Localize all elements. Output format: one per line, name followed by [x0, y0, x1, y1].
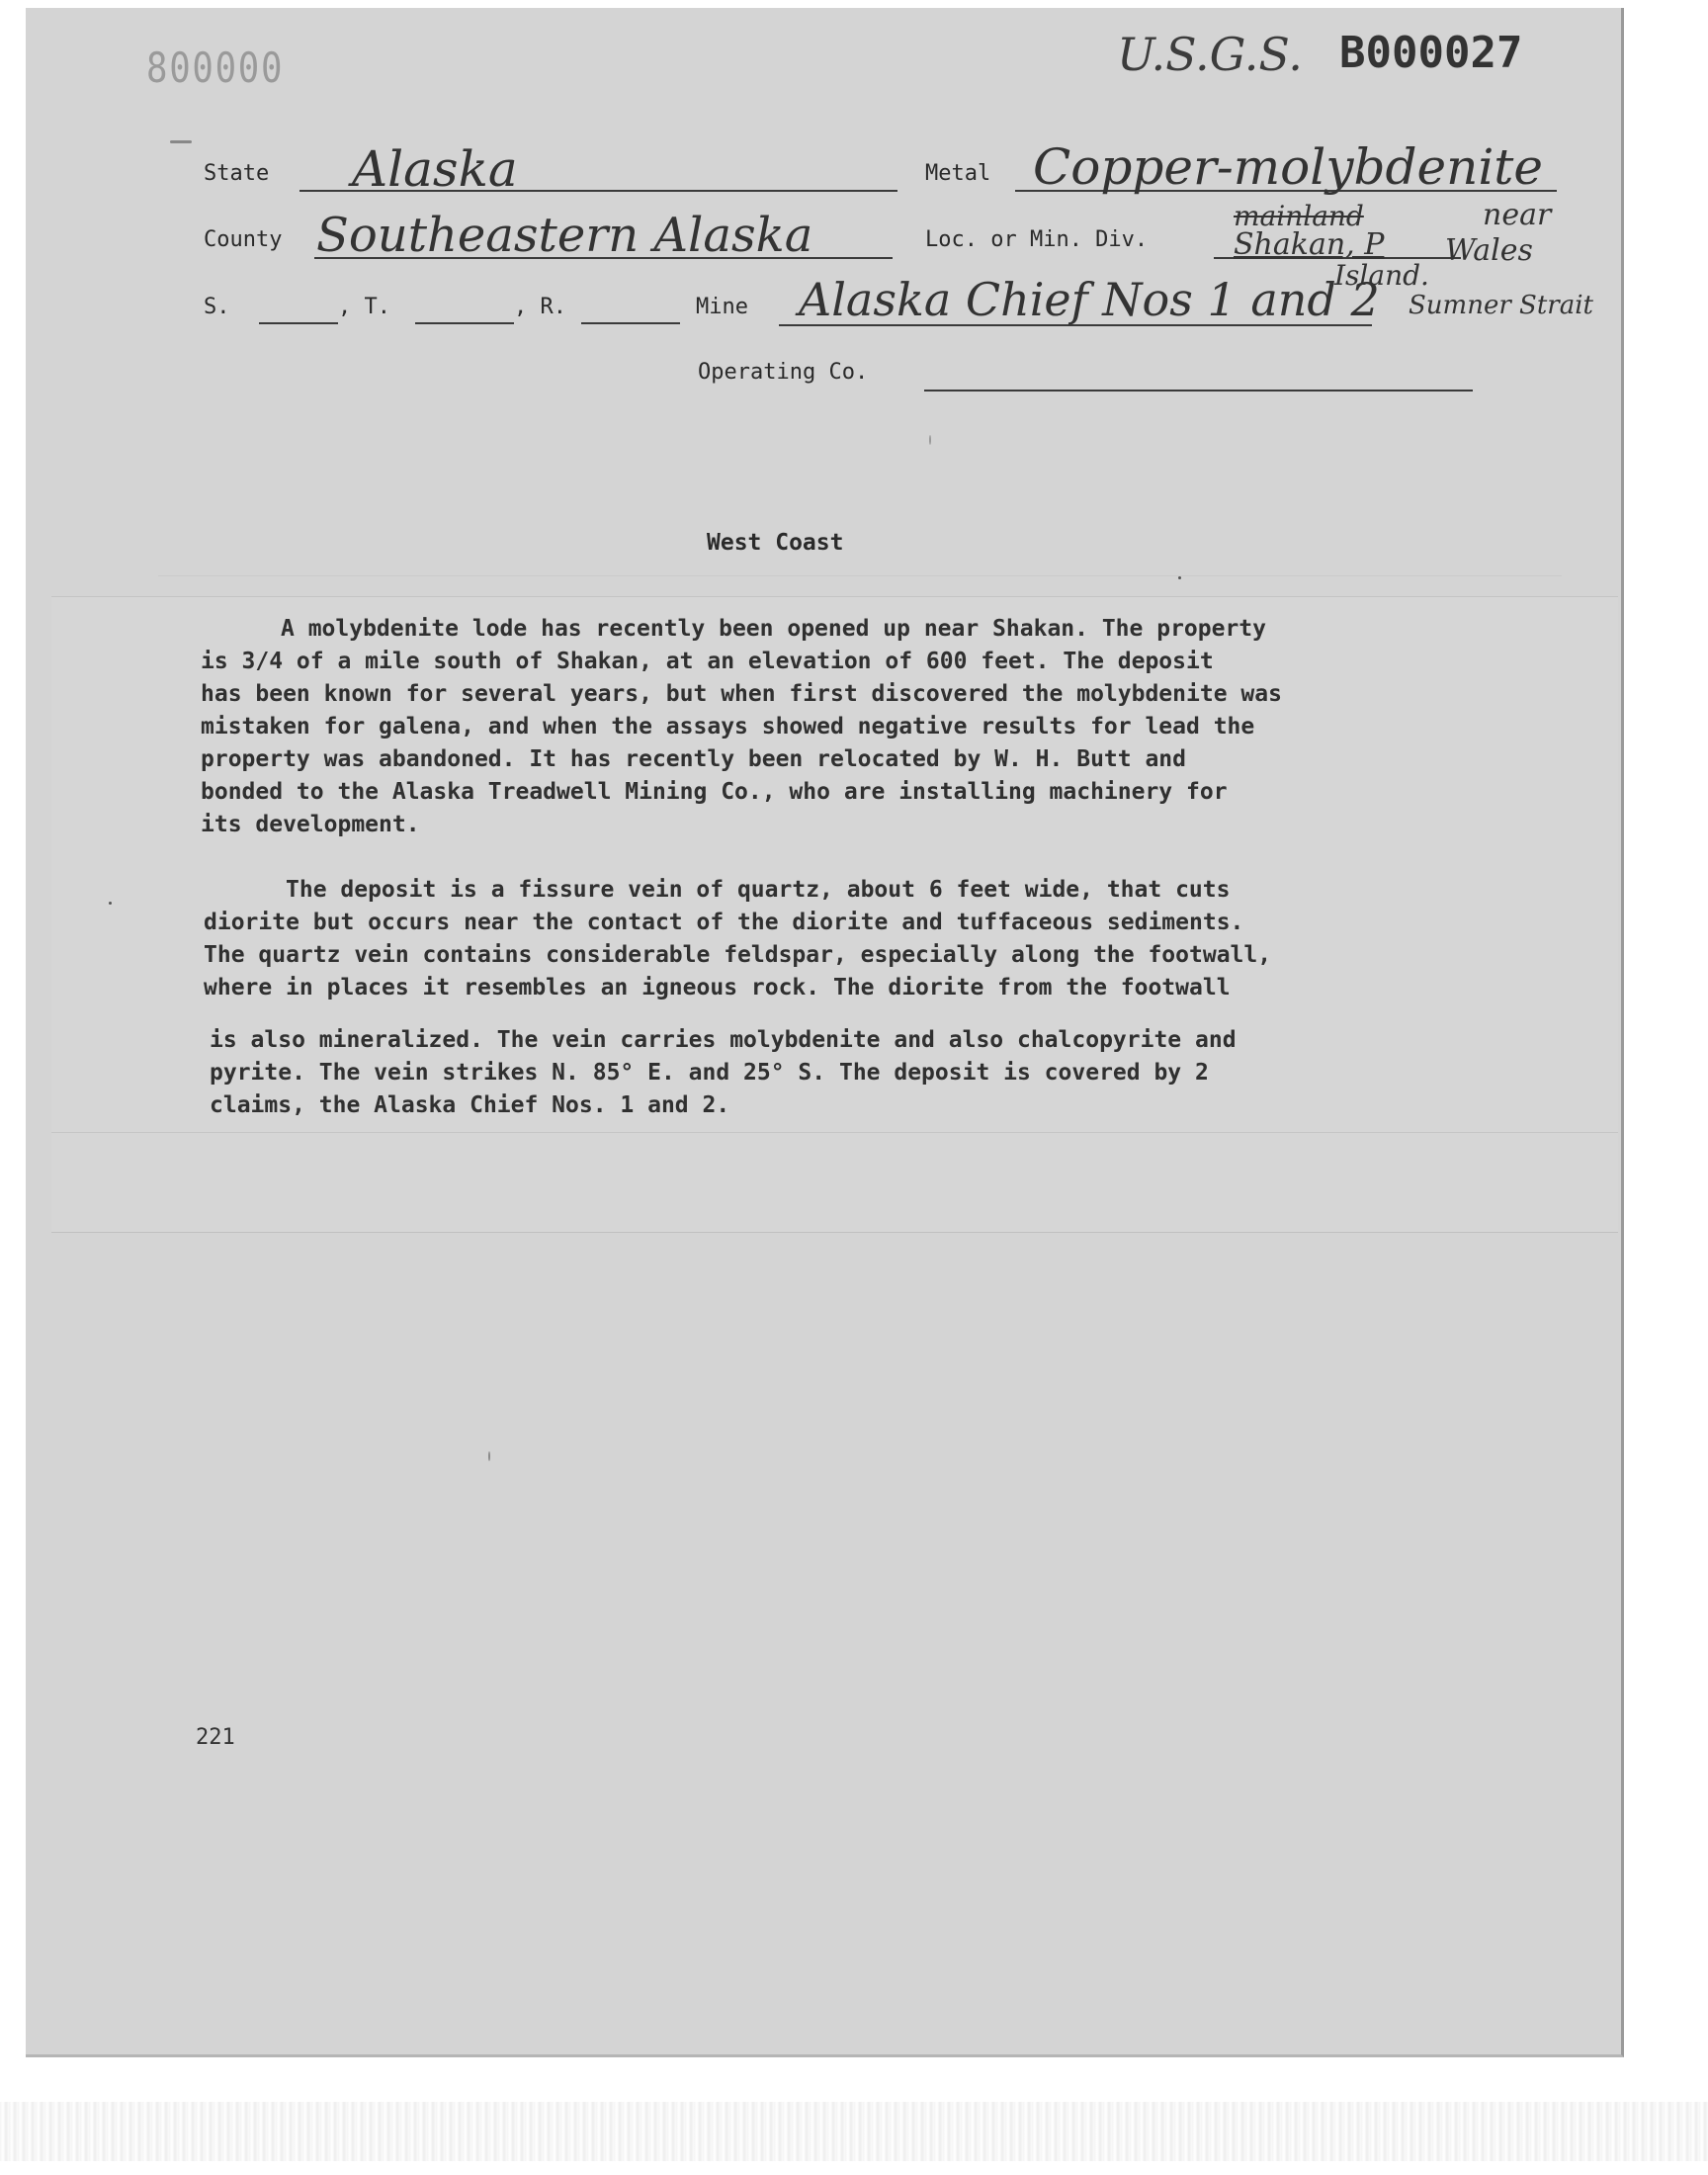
operating-co-label: Operating Co.: [698, 360, 869, 385]
paragraph-line: pyrite. The vein strikes N. 85° E. and 25° S. The deposit is covered by 2: [210, 1060, 1209, 1086]
state-value: Alaska: [352, 140, 518, 198]
paragraph-line: where in places it resembles an igneous rock. The diorite from the footwall: [204, 975, 1231, 1000]
loc-struck-value: mainland: [1234, 200, 1364, 232]
scan-speck: [170, 140, 192, 143]
loc-label: Loc. or Min. Div.: [925, 227, 1149, 252]
section-underline: [259, 322, 338, 324]
page-number: 221: [196, 1725, 235, 1750]
scan-speck: [1178, 576, 1181, 579]
mine-value: Alaska Chief Nos 1 and 2: [799, 273, 1380, 326]
paragraph-line: The deposit is a fissure vein of quartz, about 6 feet wide, that cuts: [286, 877, 1231, 903]
operating-co-underline: [924, 390, 1473, 392]
paragraph-line: The quartz vein contains considerable feldspar, especially along the footwall,: [204, 942, 1272, 968]
scan-speck: [488, 1451, 490, 1461]
metal-label: Metal: [925, 161, 991, 186]
paragraph-line: is 3/4 of a mile south of Shakan, at an elevation of 600 feet. The deposit: [201, 649, 1214, 674]
paragraph-line: diorite but occurs near the contact of the diorite and tuffaceous sediments.: [204, 910, 1244, 935]
paragraph-line: is also mineralized. The vein carries molybdenite and also chalcopyrite and: [210, 1027, 1237, 1053]
paragraph-line: property was abandoned. It has recently been relocated by W. H. Butt and: [201, 746, 1186, 772]
range-label: , R.: [514, 295, 566, 319]
county-value: Southeastern Alaska: [316, 208, 813, 263]
paragraph-line: mistaken for galena, and when the assays showed negative results for lead the: [201, 714, 1255, 740]
paragraph-line: has been known for several years, but when first discovered the molybdenite was: [201, 681, 1282, 707]
state-label: State: [204, 161, 270, 186]
paragraph-line: bonded to the Alaska Treadwell Mining Co., who are installing machinery for: [201, 779, 1228, 805]
mine-label: Mine: [696, 295, 748, 319]
loc-value-wales: Wales: [1445, 233, 1533, 268]
section-label: S.: [204, 295, 230, 319]
paragraph-line: A molybdenite lode has recently been opened up near Shakan. The property: [281, 616, 1266, 642]
loc-value-place: Shakan, P: [1234, 227, 1385, 262]
paragraph-line: its development.: [201, 812, 420, 837]
paragraph-line: claims, the Alaska Chief Nos. 1 and 2.: [210, 1092, 730, 1118]
mine-note: Sumner Strait: [1409, 291, 1593, 320]
loc-near: near: [1483, 198, 1552, 232]
paste-edge-line: [51, 1132, 1618, 1133]
scan-speck: [929, 435, 931, 445]
loc-value-island: Island.: [1334, 259, 1429, 292]
township-underline: [415, 322, 514, 324]
county-label: County: [204, 227, 283, 252]
metal-value: Copper-molybdenite: [1033, 138, 1543, 196]
scan-speck: [109, 902, 112, 905]
range-underline: [581, 322, 680, 324]
faded-stamp-number: 800000: [146, 44, 285, 92]
usgs-number: B000027: [1339, 28, 1523, 78]
usgs-label: U.S.G.S.: [1117, 28, 1303, 81]
township-label: , T.: [338, 295, 390, 319]
scanner-artifact: [0, 2102, 1708, 2161]
paste-edge-top: [158, 575, 1562, 576]
section-heading: West Coast: [707, 530, 844, 556]
